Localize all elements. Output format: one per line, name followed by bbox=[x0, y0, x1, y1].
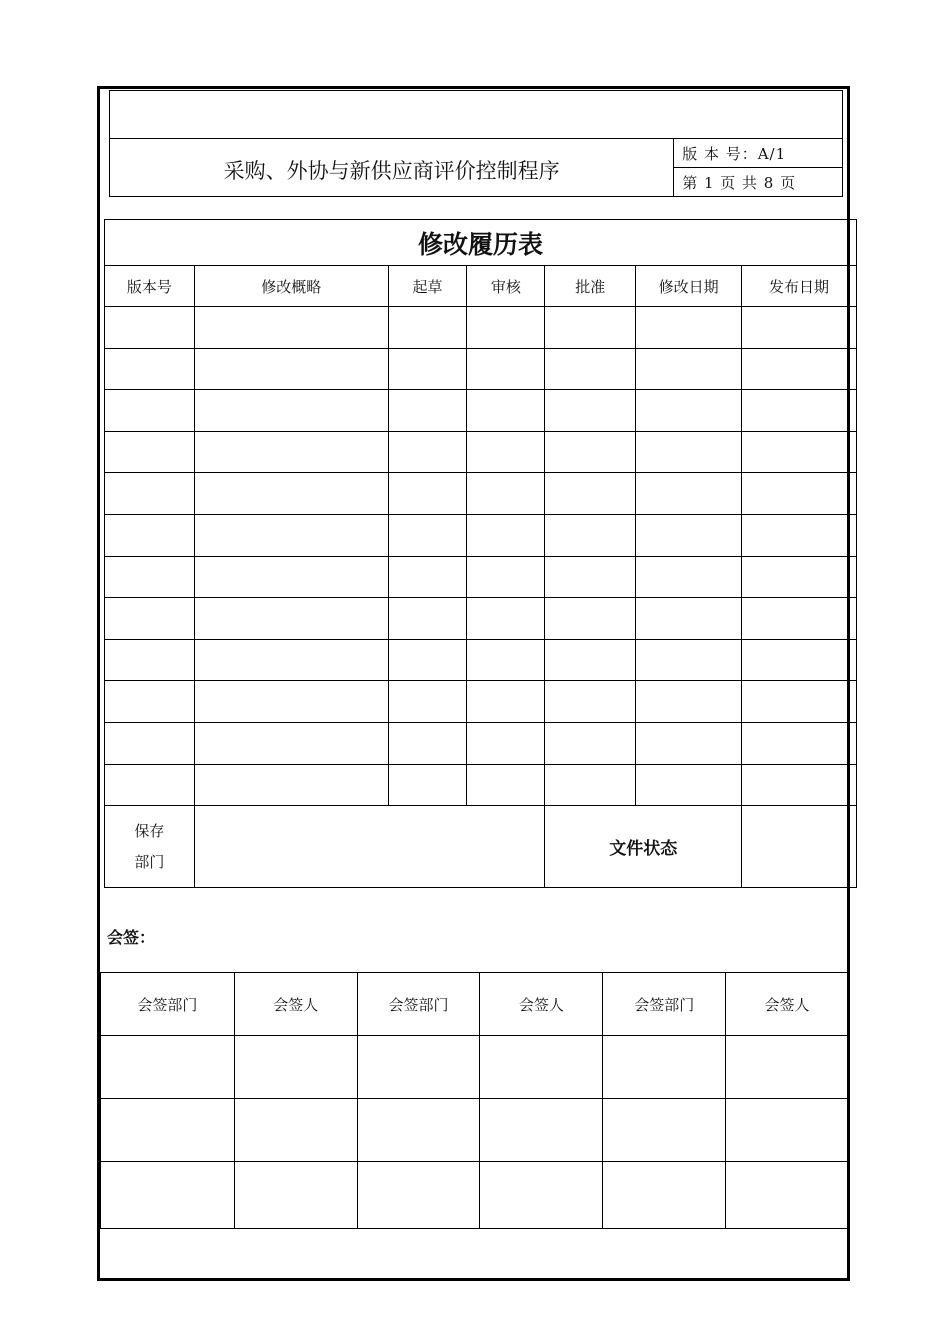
table-row bbox=[105, 639, 857, 681]
table-cell[interactable] bbox=[742, 390, 857, 432]
document-title: 采购、外协与新供应商评价控制程序 bbox=[110, 139, 674, 197]
table-cell[interactable] bbox=[388, 764, 467, 806]
table-cell[interactable] bbox=[105, 473, 195, 515]
table-cell[interactable] bbox=[194, 556, 388, 598]
table-cell[interactable] bbox=[105, 681, 195, 723]
table-cell[interactable] bbox=[105, 307, 195, 349]
table-cell[interactable] bbox=[105, 348, 195, 390]
table-cell[interactable] bbox=[742, 348, 857, 390]
column-header: 批准 bbox=[545, 266, 636, 307]
table-cell[interactable] bbox=[105, 598, 195, 640]
table-row bbox=[105, 764, 857, 806]
table-cell[interactable] bbox=[742, 722, 857, 764]
table-cell[interactable] bbox=[467, 556, 545, 598]
table-row bbox=[105, 556, 857, 598]
column-header: 修改概略 bbox=[194, 266, 388, 307]
document-header bbox=[109, 90, 843, 197]
file-status-label: 文件状态 bbox=[545, 806, 742, 888]
table-cell[interactable] bbox=[194, 598, 388, 640]
table-cell[interactable] bbox=[105, 722, 195, 764]
table-cell[interactable] bbox=[194, 348, 388, 390]
column-header: 审核 bbox=[467, 266, 545, 307]
table-cell[interactable] bbox=[194, 722, 388, 764]
table-cell[interactable] bbox=[742, 307, 857, 349]
table-cell[interactable] bbox=[234, 1099, 357, 1162]
table-cell[interactable] bbox=[388, 473, 467, 515]
table-cell[interactable] bbox=[105, 514, 195, 556]
table-row bbox=[101, 1099, 849, 1162]
column-header: 会签人 bbox=[234, 973, 357, 1036]
table-cell[interactable] bbox=[545, 598, 636, 640]
table-cell[interactable] bbox=[742, 681, 857, 723]
countersign-rows bbox=[101, 1036, 849, 1229]
table-cell[interactable] bbox=[545, 764, 636, 806]
table-cell[interactable] bbox=[467, 390, 545, 432]
table-cell[interactable] bbox=[636, 390, 742, 432]
table-cell[interactable] bbox=[234, 1162, 357, 1229]
table-cell[interactable] bbox=[636, 598, 742, 640]
revision-history-table bbox=[104, 219, 857, 888]
table-cell[interactable] bbox=[194, 764, 388, 806]
table-cell[interactable] bbox=[194, 431, 388, 473]
column-header: 发布日期 bbox=[742, 266, 857, 307]
revision-rows bbox=[105, 307, 857, 806]
revision-column-headers bbox=[105, 266, 857, 307]
storage-department-value[interactable] bbox=[194, 806, 545, 888]
table-cell[interactable] bbox=[467, 431, 545, 473]
table-cell[interactable] bbox=[105, 390, 195, 432]
table-cell[interactable] bbox=[726, 1162, 849, 1229]
table-cell[interactable] bbox=[726, 1099, 849, 1162]
table-cell[interactable] bbox=[194, 307, 388, 349]
table-cell[interactable] bbox=[636, 473, 742, 515]
header-blank-cell bbox=[110, 91, 843, 139]
table-cell[interactable] bbox=[742, 639, 857, 681]
column-header: 会签部门 bbox=[101, 973, 235, 1036]
table-cell[interactable] bbox=[194, 473, 388, 515]
table-cell[interactable] bbox=[636, 639, 742, 681]
column-header: 会签人 bbox=[726, 973, 849, 1036]
page-number: 第 1 页 共 8 页 bbox=[674, 168, 843, 197]
table-cell[interactable] bbox=[388, 514, 467, 556]
table-row bbox=[105, 722, 857, 764]
table-cell[interactable] bbox=[742, 598, 857, 640]
table-cell[interactable] bbox=[194, 390, 388, 432]
table-cell[interactable] bbox=[101, 1036, 235, 1099]
table-cell[interactable] bbox=[603, 1099, 726, 1162]
table-cell[interactable] bbox=[467, 348, 545, 390]
table-cell[interactable] bbox=[357, 1036, 480, 1099]
column-header: 修改日期 bbox=[636, 266, 742, 307]
column-header: 会签人 bbox=[480, 973, 603, 1036]
table-row bbox=[101, 1162, 849, 1229]
file-status-value[interactable] bbox=[742, 806, 857, 888]
table-cell[interactable] bbox=[742, 431, 857, 473]
table-cell[interactable] bbox=[388, 639, 467, 681]
header-blank-row bbox=[110, 91, 843, 139]
storage-label-line-2: 部门 bbox=[134, 852, 165, 871]
table-cell[interactable] bbox=[388, 598, 467, 640]
table-cell[interactable] bbox=[194, 639, 388, 681]
table-row bbox=[105, 431, 857, 473]
countersign-label: 会签： bbox=[107, 928, 156, 947]
table-cell[interactable] bbox=[636, 514, 742, 556]
table-cell[interactable] bbox=[545, 681, 636, 723]
table-cell[interactable] bbox=[545, 639, 636, 681]
table-cell[interactable] bbox=[388, 307, 467, 349]
table-row bbox=[105, 307, 857, 349]
table-cell[interactable] bbox=[480, 1162, 603, 1229]
column-header: 版本号 bbox=[105, 266, 195, 307]
table-cell[interactable] bbox=[194, 514, 388, 556]
table-cell[interactable] bbox=[467, 307, 545, 349]
table-row bbox=[105, 681, 857, 723]
table-cell[interactable] bbox=[603, 1162, 726, 1229]
column-header: 会签部门 bbox=[357, 973, 480, 1036]
table-cell[interactable] bbox=[742, 556, 857, 598]
table-cell[interactable] bbox=[105, 639, 195, 681]
table-cell[interactable] bbox=[105, 431, 195, 473]
table-cell[interactable] bbox=[545, 722, 636, 764]
table-cell[interactable] bbox=[742, 514, 857, 556]
table-cell[interactable] bbox=[480, 1099, 603, 1162]
table-cell[interactable] bbox=[636, 764, 742, 806]
table-cell[interactable] bbox=[545, 514, 636, 556]
table-cell[interactable] bbox=[636, 307, 742, 349]
table-cell[interactable] bbox=[545, 473, 636, 515]
table-cell[interactable] bbox=[388, 348, 467, 390]
table-cell[interactable] bbox=[388, 390, 467, 432]
table-cell[interactable] bbox=[105, 764, 195, 806]
table-cell[interactable] bbox=[467, 639, 545, 681]
table-cell[interactable] bbox=[545, 390, 636, 432]
column-header: 会签部门 bbox=[603, 973, 726, 1036]
table-cell[interactable] bbox=[467, 681, 545, 723]
table-cell[interactable] bbox=[388, 431, 467, 473]
table-row bbox=[105, 514, 857, 556]
table-row bbox=[105, 348, 857, 390]
table-cell[interactable] bbox=[234, 1036, 357, 1099]
table-cell[interactable] bbox=[726, 1036, 849, 1099]
table-cell[interactable] bbox=[388, 556, 467, 598]
table-row bbox=[105, 473, 857, 515]
revision-table-caption: 修改履历表 bbox=[105, 220, 857, 266]
table-cell[interactable] bbox=[480, 1036, 603, 1099]
table-cell[interactable] bbox=[603, 1036, 726, 1099]
table-cell[interactable] bbox=[101, 1099, 235, 1162]
table-cell[interactable] bbox=[742, 473, 857, 515]
table-cell[interactable] bbox=[357, 1162, 480, 1229]
table-row bbox=[101, 1036, 849, 1099]
table-cell[interactable] bbox=[467, 722, 545, 764]
table-cell[interactable] bbox=[357, 1099, 480, 1162]
table-cell[interactable] bbox=[636, 556, 742, 598]
countersign-table bbox=[100, 972, 849, 1229]
table-cell[interactable] bbox=[101, 1162, 235, 1229]
version-number: 版 本 号：A/1 bbox=[674, 139, 843, 168]
table-cell[interactable] bbox=[545, 431, 636, 473]
table-cell[interactable] bbox=[388, 681, 467, 723]
table-cell[interactable] bbox=[636, 431, 742, 473]
table-cell[interactable] bbox=[545, 556, 636, 598]
table-cell[interactable] bbox=[467, 473, 545, 515]
table-cell[interactable] bbox=[545, 348, 636, 390]
table-cell[interactable] bbox=[636, 681, 742, 723]
table-cell[interactable] bbox=[194, 681, 388, 723]
table-cell[interactable] bbox=[388, 722, 467, 764]
countersign-column-headers bbox=[101, 973, 849, 1036]
table-cell[interactable] bbox=[105, 556, 195, 598]
table-row bbox=[105, 598, 857, 640]
table-cell[interactable] bbox=[636, 348, 742, 390]
table-cell[interactable] bbox=[467, 598, 545, 640]
table-cell[interactable] bbox=[467, 764, 545, 806]
storage-department-label bbox=[105, 806, 195, 888]
table-cell[interactable] bbox=[545, 307, 636, 349]
table-cell[interactable] bbox=[636, 722, 742, 764]
table-cell[interactable] bbox=[467, 514, 545, 556]
column-header: 起草 bbox=[388, 266, 467, 307]
table-cell[interactable] bbox=[742, 764, 857, 806]
storage-label-line-1: 保存 bbox=[134, 821, 165, 840]
table-row bbox=[105, 390, 857, 432]
